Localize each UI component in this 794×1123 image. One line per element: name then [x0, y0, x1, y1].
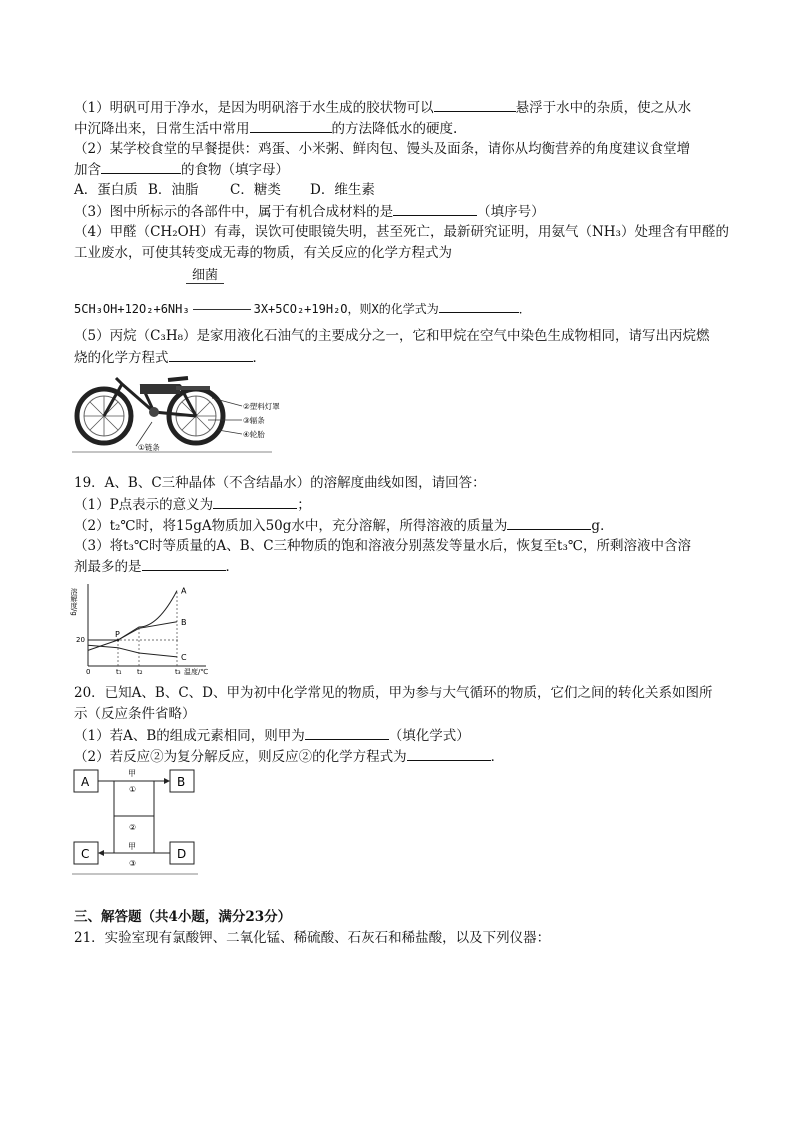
section-3-title: 三、解答题（共4小题，满分23分）	[74, 909, 292, 925]
label-lampshade: ②塑料灯罩	[243, 402, 280, 411]
answer-blank[interactable]	[213, 494, 297, 509]
q19-intro: 19．A、B、C三种晶体（不含结晶水）的溶解度曲线如图，请回答：	[74, 475, 486, 491]
answer-blank[interactable]	[507, 515, 591, 530]
series-c-line	[88, 645, 177, 657]
solubility-chart	[72, 578, 212, 676]
q20-p1: （1）若A、B的组成元素相同，则甲为 （填化学式）	[74, 725, 470, 746]
answer-blank[interactable]	[407, 746, 491, 761]
conversion-diagram	[72, 762, 198, 878]
q20-line1: 20．已知A、B、C、D、甲为初中化学常见的物质，甲为参与大气循环的物质，它们之间的转化关系如图所	[74, 685, 713, 701]
reaction-arrow	[193, 309, 251, 310]
series-a-label: A	[181, 586, 187, 596]
q18-p2-line1: （2）某学校食堂的早餐提供：鸡蛋、小米粥、鲜肉包、馒头及面条，请你从均衡营养的角度建议食堂增	[74, 141, 691, 157]
x-tick-label-2: t₂	[137, 668, 143, 676]
bike-battery	[140, 384, 180, 394]
bicycle-figure	[72, 372, 280, 458]
label-r2: ②	[129, 823, 137, 832]
q18-options	[74, 180, 375, 200]
q18-p2-line2: 加含 的食物（填字母）	[74, 159, 289, 180]
svg-text:B: B	[177, 775, 186, 789]
q19-p1: （1）P点表示的意义为 ；	[74, 494, 311, 515]
series-b-label: B	[181, 617, 187, 627]
x-axis-label: 温度/℃	[184, 668, 209, 676]
option-a: A．蛋白质	[74, 182, 138, 198]
svg-text:C: C	[81, 847, 90, 861]
point-p-label: P	[115, 630, 120, 639]
q21-text: 21．实验室现有氯酸钾、二氧化锰、稀硫酸、石灰石和稀盐酸，以及下列仪器：	[74, 930, 551, 946]
option-b: B．油脂	[148, 182, 199, 198]
option-c: C．糖类	[230, 182, 281, 198]
point-p	[117, 639, 120, 642]
q18-p1-line1: （1）明矾可用于净水，是因为明矾溶于水生成的胶状物可以 悬浮于水中的杂质，使之从水	[74, 97, 691, 118]
series-c-label: C	[181, 652, 187, 662]
answer-blank[interactable]	[101, 159, 181, 174]
answer-blank[interactable]	[393, 201, 477, 216]
label-chain: ①链条	[138, 443, 160, 452]
answer-blank[interactable]	[169, 347, 253, 362]
y-axis-label: 溶解度/g	[70, 588, 78, 616]
svg-text:D: D	[177, 847, 187, 861]
x-tick-label-3: t₃	[175, 668, 181, 676]
label-r3: ③	[129, 859, 137, 868]
q19-p2: （2）t₂℃时，将15gA物质加入50g水中，充分溶解，所得溶液的质量为 g．	[74, 515, 614, 536]
answer-blank[interactable]	[434, 97, 516, 112]
q20-line2: 示（反应条件省略）	[74, 706, 196, 722]
q18-p4-line2: 工业废水，可使其转变成无毒的物质，有关反应的化学方程式为	[74, 245, 452, 261]
q18-p5-line2: 烧的化学方程式 ．	[74, 347, 266, 368]
q18-equation: 5CH₃OH+12O₂+6NH₃ 3X+5CO₂+19H₂O，则X的化学式为 ．	[74, 298, 531, 319]
y-tick-label-0: 20	[76, 636, 85, 644]
label-jia-bottom: 甲	[128, 842, 136, 851]
answer-blank[interactable]	[250, 118, 332, 133]
series-a-line	[88, 591, 177, 651]
catalyst-label: 细菌	[186, 264, 224, 284]
option-d: D．维生素	[310, 182, 375, 198]
label-jia-top: 甲	[128, 769, 136, 778]
x-tick-label-1: t₁	[116, 668, 122, 676]
svg-text:A: A	[81, 775, 90, 789]
label-tire: ④轮胎	[243, 430, 265, 439]
answer-blank[interactable]	[439, 298, 519, 313]
q18-p1-line2: 中沉降出来，日常生活中常用 的方法降低水的硬度.	[74, 118, 457, 139]
q19-p3-line2: 剂最多的是 ．	[74, 556, 239, 577]
q18-p5-line1: （5）丙烷（C₃H₈）是家用液化石油气的主要成分之一，它和甲烷在空气中染色生成物相同，请写出丙烷燃	[74, 328, 710, 344]
label-spokes: ③辐条	[243, 416, 265, 425]
answer-blank[interactable]	[305, 725, 389, 740]
bike-rack	[176, 386, 210, 390]
x-tick-label-0: 0	[86, 668, 91, 676]
q20-p2: （2）若反应②为复分解反应，则反应②的化学方程式为 ．	[74, 746, 504, 767]
q18-p3: （3）图中所标示的各部件中，属于有机合成材料的是 （填序号）	[74, 201, 545, 222]
q19-p3-line1: （3）将t₃℃时等质量的A、B、C三种物质的饱和溶液分别蒸发等量水后，恢复至t₃℃，所剩溶液中含溶	[74, 538, 691, 554]
answer-blank[interactable]	[142, 556, 226, 571]
q18-p4-line1: （4）甲醛（CH₂OH）有毒，误饮可使眼镜失明，甚至死亡，最新研究证明，用氨气（NH₃）处理含有甲醛的	[74, 224, 729, 240]
label-r1: ①	[129, 785, 137, 794]
